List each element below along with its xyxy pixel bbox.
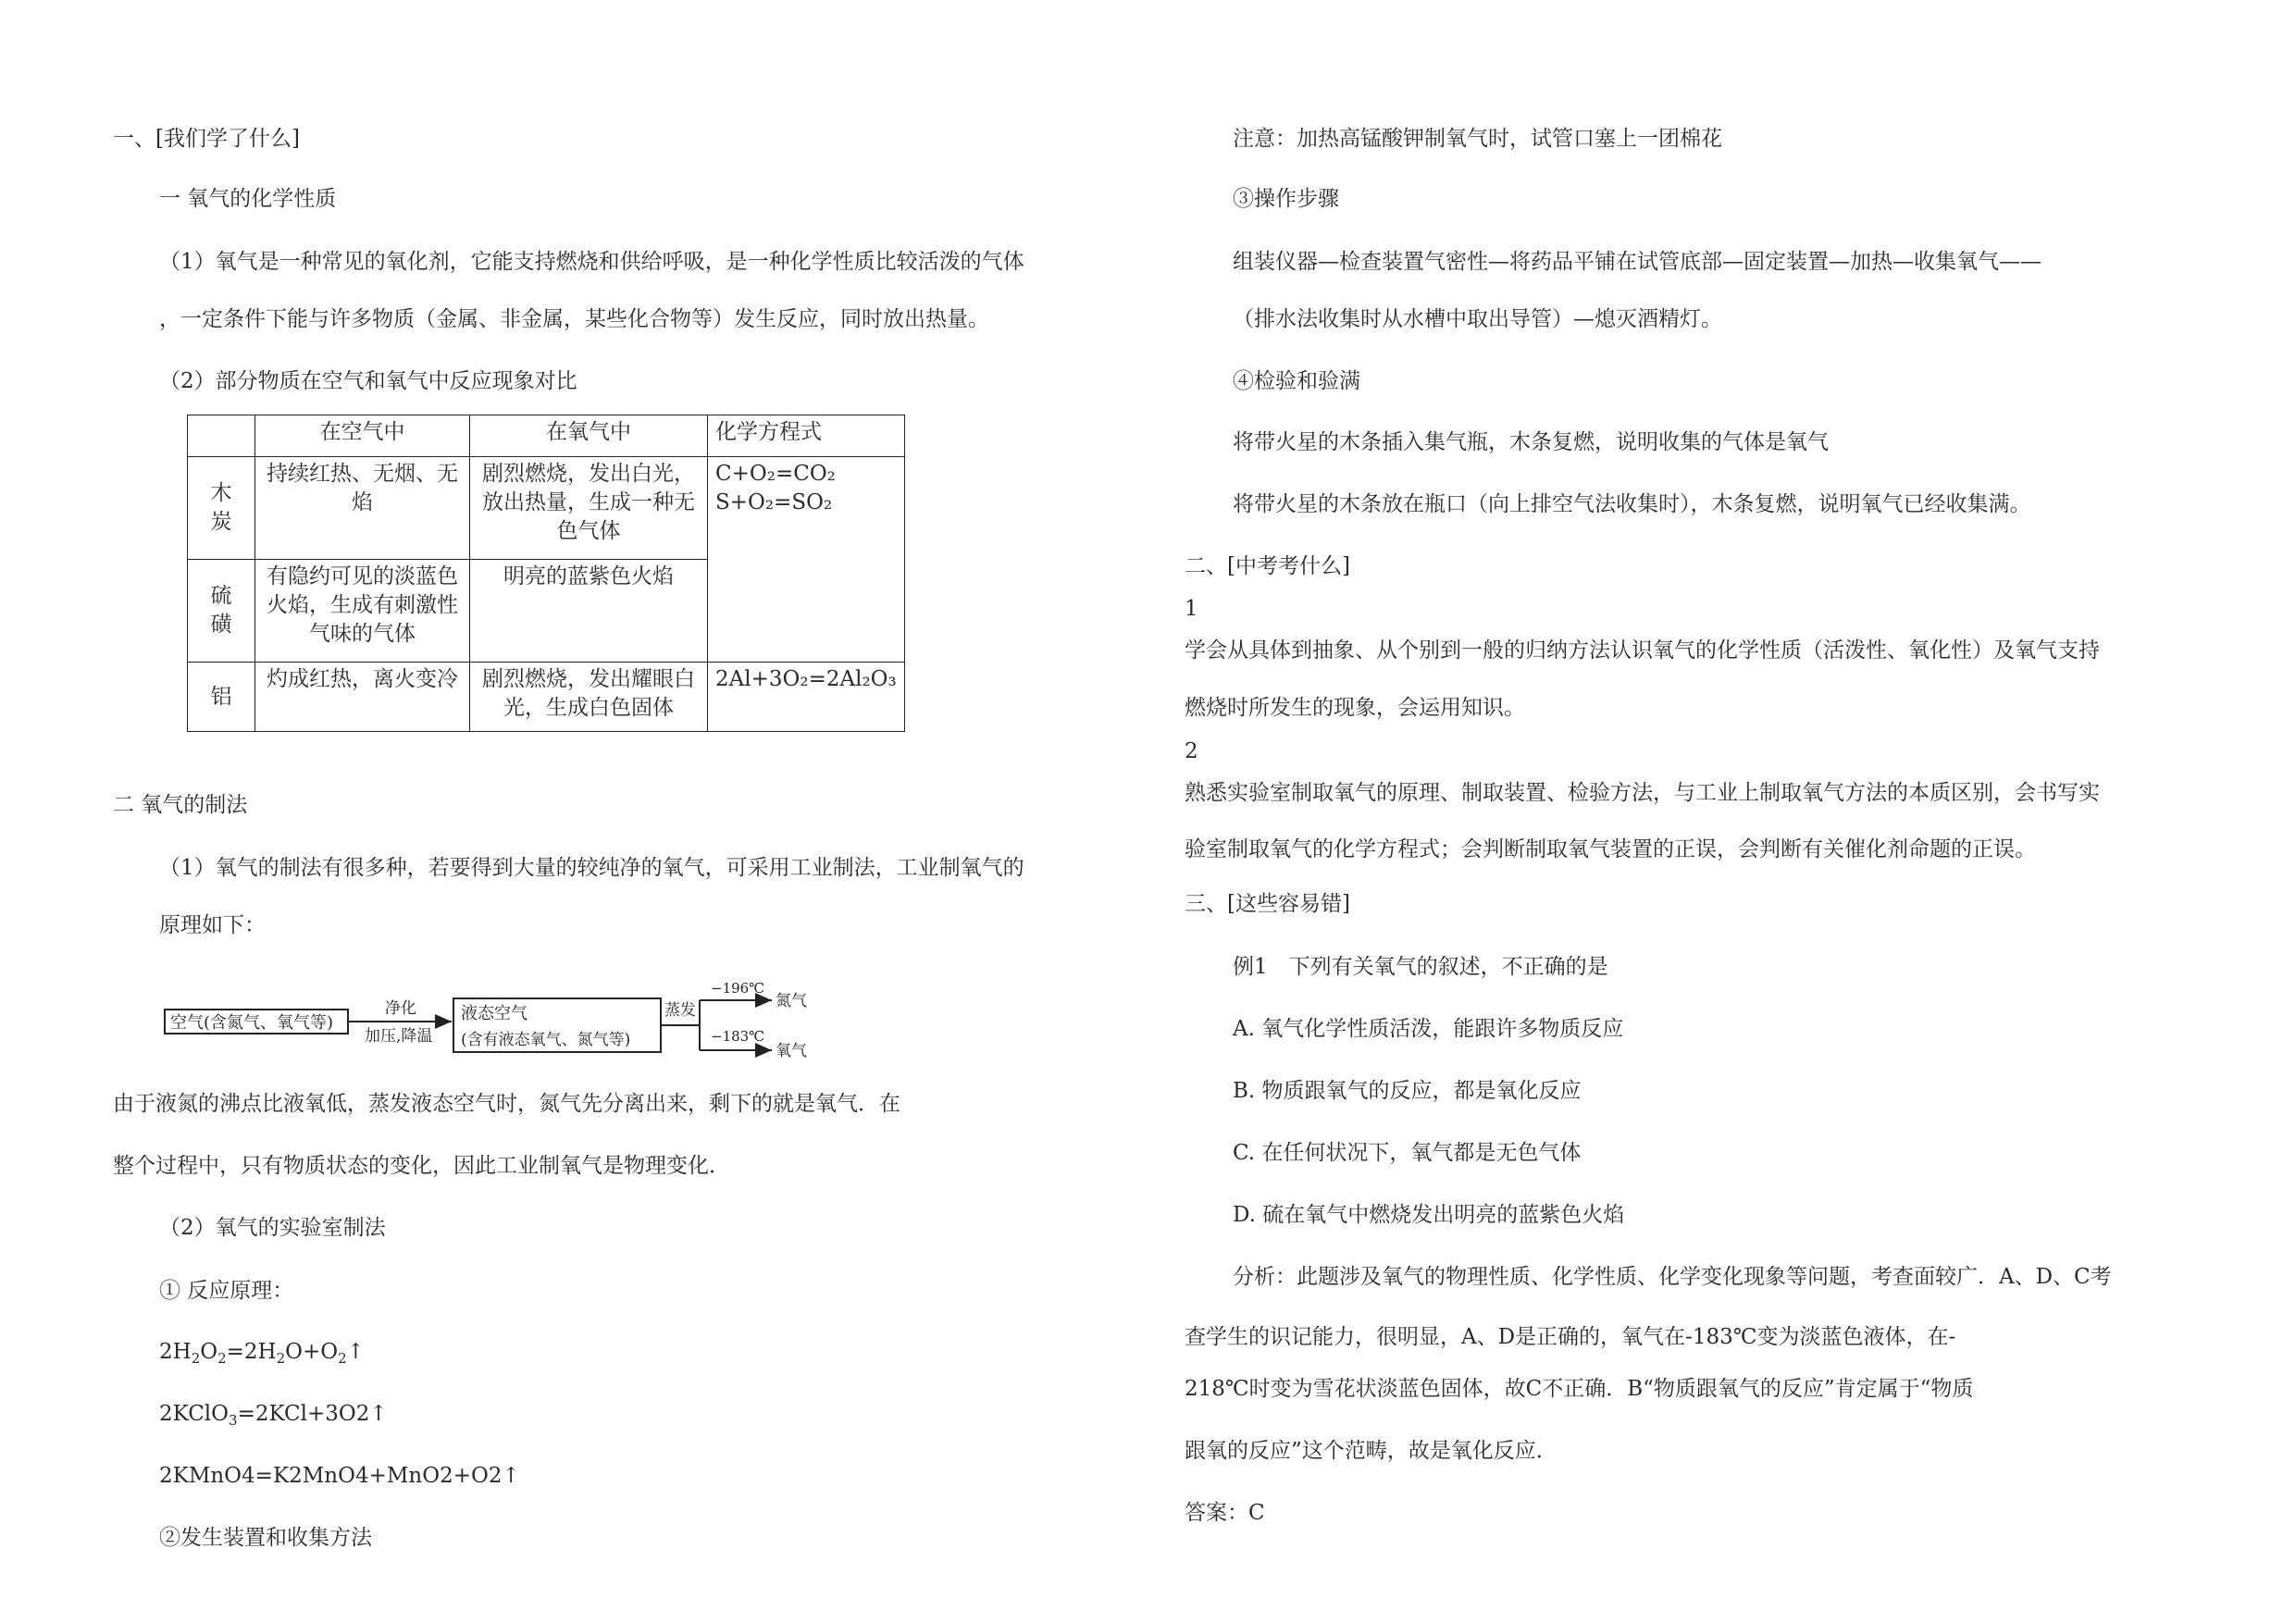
- table-row: [188, 457, 905, 560]
- answer: 答案：C: [1185, 1501, 1265, 1525]
- table-header-cell: 在空气中: [255, 415, 470, 457]
- liquid-air-label: 液态空气: [461, 1004, 527, 1023]
- nitrogen-output-label: 氮气: [776, 992, 807, 1010]
- subsection-oxygen-chemical-properties: 一 氧气的化学性质: [159, 187, 337, 211]
- point-number-2: 2: [1185, 739, 1198, 763]
- air-box-label: 空气(含氮气、氧气等): [170, 1013, 334, 1033]
- air-phenomenon: 有隐约可见的淡蓝色火焰，生成有刺激性气味的气体: [255, 560, 470, 663]
- temp-nitrogen-label: −196℃: [711, 980, 764, 997]
- substance-name: 铝: [188, 663, 255, 732]
- section-heading-common-mistakes: 三、[这些容易错]: [1185, 892, 1350, 916]
- analysis-line4: 跟氧的反应”这个范畴，故是氧化反应．: [1185, 1439, 1558, 1463]
- table-header-cell: 在氧气中: [470, 415, 708, 457]
- device-collection-title: ②发生装置和收集方法: [159, 1526, 372, 1550]
- liquid-air-contents-label: (含有液态氧气、氮气等): [461, 1031, 631, 1049]
- equation-sulfur: S+O₂=SO₂: [715, 490, 833, 514]
- section-heading-exam-points: 二、[中考考什么]: [1185, 554, 1350, 578]
- equation-kmno4: 2KMnO4=K2MnO4+MnO2+O2↑: [159, 1464, 520, 1488]
- table-header-row: [188, 415, 905, 457]
- table-row: [188, 663, 905, 732]
- operation-steps-title: ③操作步骤: [1233, 187, 1339, 211]
- operation-steps-line2: （排水法收集时从水槽中取出导管）—熄灭酒精灯。: [1233, 307, 1722, 331]
- check-title: ④检验和验满: [1233, 369, 1360, 393]
- oxygen-output-label: 氧气: [776, 1042, 807, 1059]
- flow-svg: [163, 948, 838, 1059]
- table-header-cell: 化学方程式: [708, 415, 905, 457]
- example-1-question: 例1 下列有关氧气的叙述，不正确的是: [1233, 955, 1608, 979]
- point-1-line1: 学会从具体到抽象、从个别到一般的归纳方法认识氧气的化学性质（活泼性、氧化性）及氧气支持: [1185, 638, 2100, 663]
- substance-name: 木炭: [188, 457, 255, 560]
- point-1-line2: 燃烧时所发生的现象，会运用知识。: [1185, 696, 1525, 720]
- equation-kclo3: 2KClO$_3$=2KCl+3O2↑: [159, 1402, 388, 1429]
- paragraph-comparison-intro: （2）部分物质在空气和氧气中反应现象对比: [159, 369, 577, 393]
- equation-cell: [708, 457, 905, 663]
- operation-steps-line1: 组装仪器—检查装置气密性—将药品平铺在试管底部—固定装置—加热—收集氧气——: [1233, 250, 2042, 274]
- equation-carbon: C+O₂=CO₂: [715, 462, 836, 486]
- evaporate-label: 蒸发: [664, 1001, 696, 1020]
- equation-h2o2: $2H_2O_2=2H_2O+O_2↑$: [159, 1340, 365, 1367]
- paragraph-boiling-point-line1: 由于液氮的沸点比液氧低，蒸发液态空气时，氮气先分离出来，剩下的就是氧气．在: [113, 1092, 900, 1116]
- note-cotton: 注意：加热高锰酸钾制氧气时，试管口塞上一团棉花: [1233, 127, 1722, 151]
- oxygen-phenomenon: 剧烈燃烧，发出耀眼白光，生成白色固体: [470, 663, 708, 732]
- check-line1: 将带火星的木条插入集气瓶，木条复燃，说明收集的气体是氧气: [1233, 430, 1829, 454]
- paragraph-oxidizer-line2: ，一定条件下能与许多物质（金属、非金属，某些化合物等）发生反应，同时放出热量。: [159, 307, 989, 331]
- option-a: A. 氧气化学性质活泼，能跟许多物质反应: [1233, 1017, 1624, 1041]
- paragraph-oxidizer-line1: （1）氧气是一种常见的氧化剂，它能支持燃烧和供给呼吸，是一种化学性质比较活泼的气体: [159, 250, 1024, 274]
- oxygen-phenomenon: 明亮的蓝紫色火焰: [470, 560, 708, 663]
- table-header-cell: [188, 415, 255, 457]
- paragraph-boiling-point-line2: 整个过程中，只有物质状态的变化，因此工业制氧气是物理变化．: [113, 1154, 730, 1178]
- option-c: C. 在任何状况下，氧气都是无色气体: [1233, 1141, 1582, 1165]
- equation-aluminum: 2Al+3O₂=2Al₂O₃: [708, 663, 905, 732]
- air-phenomenon: 持续红热、无烟、无焰: [255, 457, 470, 560]
- industrial-oxygen-flow-diagram: [163, 948, 838, 1059]
- analysis-line2: 查学生的识记能力，很明显，A、D是正确的，氧气在-183℃变为淡蓝色液体，在-: [1185, 1325, 1956, 1349]
- substance-name: 硫磺: [188, 560, 255, 663]
- reaction-principle-title: ① 反应原理：: [159, 1279, 294, 1303]
- compress-cool-label: 加压,降温: [365, 1027, 433, 1046]
- point-2-line1: 熟悉实验室制取氧气的原理、制取装置、检验方法，与工业上制取氧气方法的本质区别，会书写实: [1185, 781, 2100, 805]
- option-d: D. 硫在氧气中燃烧发出明亮的蓝紫色火焰: [1233, 1203, 1625, 1227]
- oxygen-phenomenon: 剧烈燃烧，发出白光，放出热量，生成一种无色气体: [470, 457, 708, 560]
- paragraph-industrial-line1: （1）氧气的制法有很多种，若要得到大量的较纯净的氧气，可采用工业制法，工业制氧气的: [159, 856, 1024, 880]
- paragraph-industrial-line2: 原理如下：: [159, 913, 266, 937]
- section-heading-what-we-learned: 一、[我们学了什么]: [113, 127, 300, 151]
- analysis-line3: 218℃时变为雪花状淡蓝色固体，故C不正确．B“物质跟氧气的反应”肯定属于“物质: [1185, 1377, 1974, 1401]
- air-phenomenon: 灼成红热，离火变冷: [255, 663, 470, 732]
- analysis-line1: 分析：此题涉及氧气的物理性质、化学性质、化学变化现象等问题，考查面较广．A、D、C考: [1233, 1265, 2112, 1289]
- subsection-lab-method: （2）氧气的实验室制法: [159, 1216, 386, 1240]
- point-2-line2: 验室制取氧气的化学方程式；会判断制取氧气装置的正误，会判断有关催化剂命题的正误。: [1185, 837, 2036, 861]
- reaction-comparison-table: [187, 415, 905, 732]
- point-number-1: 1: [1185, 597, 1198, 621]
- check-line2: 将带火星的木条放在瓶口（向上排空气法收集时），木条复燃，说明氧气已经收集满。: [1233, 492, 2031, 516]
- temp-oxygen-label: −183℃: [711, 1028, 764, 1045]
- subsection-oxygen-preparation: 二 氧气的制法: [113, 793, 248, 817]
- purify-label: 净化: [385, 999, 416, 1018]
- option-b: B. 物质跟氧气的反应，都是氧化反应: [1233, 1079, 1582, 1103]
